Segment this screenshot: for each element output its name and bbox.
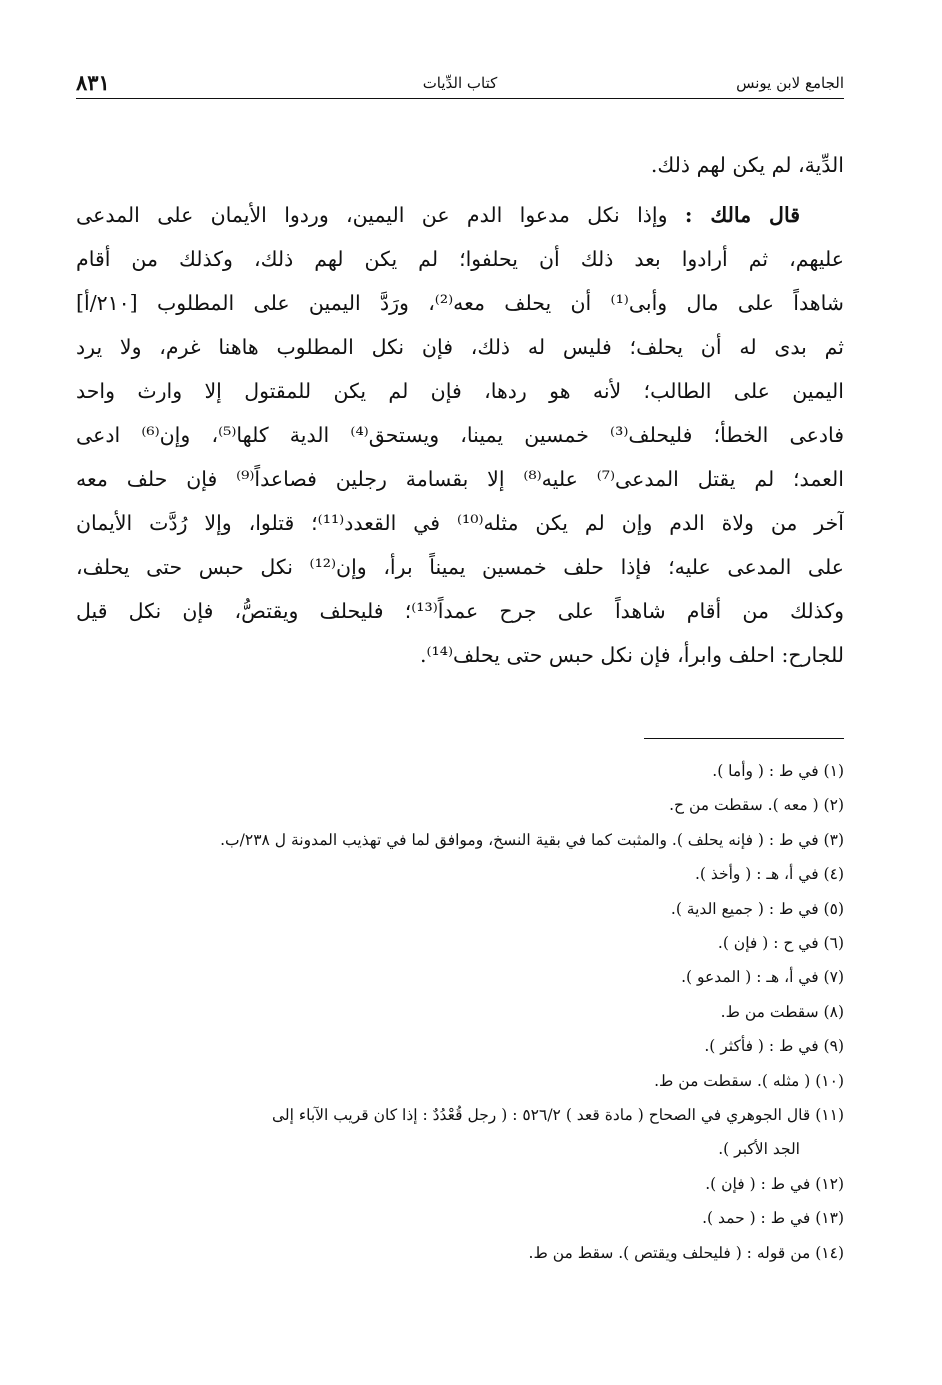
text-line: وكذلك من أقام شاهداً على جرح عمداً⁽¹³⁾؛ فليحلف ويقتصُّ، فإن نكل قيل	[76, 599, 844, 623]
text-line: للجارح: احلف وابرأ، فإن نكل حبس حتى يحلف⁽¹⁴⁾.	[419, 643, 844, 667]
footnote: (١) في ط : ( وأما ).	[712, 762, 844, 780]
footnote: (٢) ( معه ). سقطت من ح.	[669, 796, 844, 815]
footnotes	[76, 754, 844, 1270]
footnote: (١٠) ( مثله ). سقطت من ط.	[654, 1071, 844, 1090]
footnote: (٨) سقطت من ط.	[720, 1002, 844, 1021]
footnote-separator	[644, 738, 844, 739]
footnote: (٤) في أ، هـ : ( وأخذ ).	[694, 865, 844, 884]
text-line: على المدعى عليه؛ فإذا حلف خمسين يميناً برأ، وإن⁽¹²⁾ نكل حبس حتى يحلف،	[76, 555, 844, 579]
footnote: (٩) في ط : ( فأكثر ).	[704, 1037, 844, 1056]
footnote: (٣) في ط : ( فإنه يحلف ). والمثبت كما في بقية النسخ، وموافق لما في تهذيب المدونة ل ٢٣٨/ب.	[220, 830, 844, 849]
page-number: ٨٣١	[76, 70, 110, 95]
footnote: (٥) في ط : ( جميع الدية ).	[670, 899, 844, 918]
footnote: (٦) في ح : ( فإن ).	[717, 934, 844, 953]
text-line: ثم بدى له أن يحلف؛ فليس له ذلك، فإن نكل المطلوب هاهنا غرم، ولا يرد	[76, 335, 844, 359]
footnote-continuation: الجد الأكبر ).	[718, 1140, 800, 1159]
text-line: الدِّية، لم يكن لهم ذلك.	[650, 153, 844, 177]
text-line: العمد؛ لم يقتل المدعى⁽⁷⁾ عليه⁽⁸⁾ إلا بقسامة رجلين فصاعداً⁽⁹⁾ فإن حلف معه	[76, 467, 844, 491]
footnote: (٧) في أ، هـ : ( المدعو ).	[681, 968, 844, 987]
page-header	[76, 70, 844, 99]
footnote: (١٣) في ط : ( حمد ).	[702, 1209, 844, 1228]
speaker-label: قال مالك :	[684, 203, 800, 227]
footnote: (١٢) في ط : ( فإن ).	[705, 1174, 844, 1193]
footnote: (١٤) من قوله : ( فليحلف ويقتص ). سقط من ط.	[528, 1243, 844, 1262]
book-title: الجامع لابن يونس	[736, 74, 844, 92]
main-text	[76, 143, 844, 677]
text-line: اليمين على الطالب؛ لأنه هو ردها، فإن لم يكن للمقتول إلا وارث واحد	[76, 379, 844, 403]
text-line: آخر من ولاة الدم وإن لم يكن مثله⁽¹⁰⁾ في القعدد⁽¹¹⁾؛ قتلوا، وإلا رُدَّت الأيمان	[76, 511, 844, 535]
text-line-content: وإذا نكل مدعوا الدم عن اليمين، وردوا الأيمان على المدعى	[76, 203, 668, 227]
footnote: (١١) قال الجوهري في الصحاح ( مادة قعد ) ٥٢٦/٢ : ( رجل قُعْدُدٌ : إذا كان قريب الآباء إلى	[271, 1106, 844, 1125]
text-line: شاهداً على مال وأبى⁽¹⁾ أن يحلف معه⁽²⁾، ورَدَّ اليمين على المطلوب [٢١٠/أ]	[76, 291, 844, 315]
text-line: عليهم، ثم أرادوا بعد ذلك أن يحلفوا؛ لم يكن لهم ذلك، وكذلك من أقام	[76, 247, 844, 271]
section-title: كتاب الدِّيات	[422, 74, 498, 92]
text-line	[76, 193, 844, 237]
text-line: فادعى الخطأ؛ فليحلف⁽³⁾ خمسين يمينا، ويستحق⁽⁴⁾ الدية كلها⁽⁵⁾، وإن⁽⁶⁾ ادعى	[76, 423, 844, 447]
